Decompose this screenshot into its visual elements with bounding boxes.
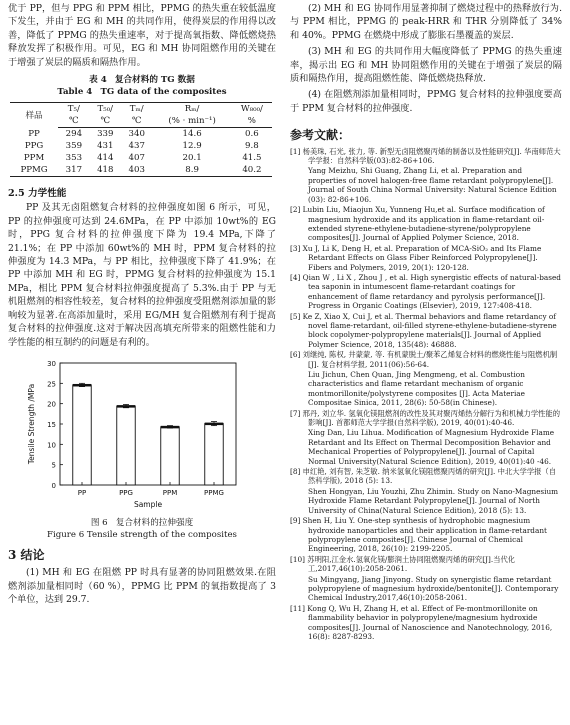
x-axis-label: Sample [133, 499, 163, 509]
conclusion-3: (3) MH 和 EG 的共同作用大幅度降低了 PPMG 的热失重速率，揭示出 EG 和 MH 协同阻燃作用的关键在于增强了炭层的隔质和隔热作用，提高阻燃性能、降低燃烧热释放. [290, 46, 562, 85]
table-cell: 40.2 [232, 164, 272, 177]
table-cell: 403 [121, 164, 152, 177]
conclusion-2: (2) MH 和 EG 协同作用显著抑制了燃烧过程中的热释放行为.与 PPM 相比，PPMG 的 peak-HRR 和 THR 分别降低了 34%和 40%。PPMG 在燃烧中形成了膨胀石墨覆盖的炭层. [290, 3, 562, 41]
table-cell: PPMG [10, 164, 58, 177]
table-cell: 407 [128, 153, 145, 164]
table-cell: 437 [128, 141, 145, 152]
bar [161, 427, 179, 485]
conclusion-1: (1) MH 和 EG 在阻燃 PP 时具有显著的协同阻燃效果.在阻燃剂添加量相同时（60 %），PPMG 比 PPM 的氧指数提高了 3 个单位，达到 29.7. [8, 567, 276, 606]
table-header-unit: % [232, 115, 272, 128]
figure-caption-en: Figure 6 Tensile strength of the composites [47, 529, 237, 540]
table-caption-en: Table 4 TG data of the composites [57, 87, 227, 98]
reference-item-en: Liu Jichun, Chen Quan, Jing Mengmeng, et al. Combustion characteristics and flame retardant mechanism of organic montmorillonite/polystyrene composites [J]. Acta Materiae Compositae Sinica, 2011, 28(6): 50-58(in Chinese). [308, 370, 525, 408]
x-tick-label: PPMG [204, 488, 224, 497]
y-tick-label: 30 [47, 359, 56, 368]
section-2-5-paragraph: PP 及其无卤阻燃复合材料的拉伸强度如图 6 所示，可见，PP 的拉伸强度可达到 24.6MPa，在 PP 中添加 10wt%的 EG 时，PPG 复合材料的拉伸强度下降为 19.4 MPa,下降了 21.1%；在 PP 中添加 60wt%的 MH 时，PPM 复合材料的拉伸强度为 14.3 MPa，与 PP 相比，拉伸强度下降了 41.9%；在 PP 中添加 MH 和 EG 时，PPMG 复合材料的拉伸强度为 15.1 MPa，相比 PPM 复合材料拉伸强度提高了 5.3%.由于 PP 与无机阻燃剂的相容性较差，复合材料的拉伸强度受阻燃剂添加量的影响较为显著.在高添加量时，采用 EG/MH 复合阻燃剂有利于提高复合材料的拉伸强度.这对于解决因高填充所带来的阻燃性能和力学性能的相互制约的问题是有利的。 [8, 202, 276, 348]
table-cell: 41.5 [242, 153, 262, 164]
table-cell: PPM [23, 153, 45, 164]
references-heading: 参考文献： [290, 128, 351, 143]
table-header-sample: 样品 [10, 103, 58, 128]
y-tick-label: 0 [51, 481, 56, 490]
table-row [10, 140, 272, 152]
table-cell: 414 [97, 153, 114, 164]
reference-item: [8] 申红艳, 刘有智, 朱芝敏. 纳米氢氧化镁阻燃聚丙烯的研究[J]. 中北大学学报（自然科学版), 2018 (5): 13. [290, 467, 557, 486]
reference-item: [1] 杨美珠, 石光, 张力, 等. 新型无卤阻燃聚丙烯的制备以及性能研究[J]. 华南师范大学学报：自然科学版(03):82-86+106. [290, 146, 561, 166]
table-cell: 431 [97, 141, 114, 152]
table-header: Rₘ/ [152, 103, 231, 116]
section-heading-3: 3 结论 [8, 547, 45, 562]
y-axis-label: Tensile Strength /MPa [27, 383, 36, 465]
table-header-unit: ℃ [90, 115, 121, 128]
reference-item: [9] Shen H, Liu Y. One-step synthesis of hydrophobic magnesium hydroxide nanoparticles and their application in flame-retardant polypropylene composites[J]. Chinese Journal of Chemical Engineering, 2018, 26(10): 2199-2205. [290, 516, 547, 554]
intro-paragraph: 优于 PP，但与 PPG 和 PPM 相比，PPMG 的热失重在较低温度下发生，并由于 EG 和 MH 的共同作用，使得炭层的作用得以改善，降低了 PPMG 的热失重速率，对于提高氧指数、降低燃烧热释放发挥了积极作用。可见，EG 和 MH 协同阻燃作用的关键在于增强了炭层的隔质和隔热作用。 [8, 3, 276, 68]
table-cell: 317 [58, 164, 89, 177]
x-tick-label: PPG [119, 488, 133, 497]
reference-item: [10] 苏明阳,江金水.氢氧化镁/膨润土协同阻燃聚丙烯的研究[J].当代化工,2017,46(10):2058-2061. [290, 554, 516, 574]
table-cell: 418 [90, 164, 121, 177]
table-cell: 20.1 [182, 153, 202, 164]
section-heading-2-5: 2.5 力学性能 [8, 188, 67, 200]
reference-list [290, 147, 562, 642]
reference-item: [3] Xu J, Li K, Deng H, et al. Preparation of MCA-SiO₂ and Its Flame Retardant Effects on Glass Fiber Reinforced Polypropylene[J]. Fibers and Polymers, 2019, 20(1): 120-128. [290, 243, 542, 272]
table-cell: 294 [65, 129, 83, 140]
table-header-unit: ℃ [121, 115, 152, 128]
reference-item: [7] 邢丹, 刘立华. 氢氧化镁阻燃剂的改性及其对聚丙烯热分解行为和机械力学性能的影响[J]. 首都师范大学学报(自然科学版), 2019, 40(01):40-46. [290, 408, 561, 428]
table-row [10, 152, 272, 164]
table-cell: 9.8 [245, 141, 259, 152]
bar [73, 385, 91, 485]
bar [205, 423, 223, 484]
right-column [290, 2, 562, 642]
reference-item-en: Shen Hongyan, Liu Youzhi, Zhu Zhimin. Study on Nano-Magnesium Hydroxide Flame Retardant Polypropylene[J]. Journal of North University of China(Natural Science Edition), 2018 (5): 13. [308, 486, 559, 515]
reference-item: [4] Qian W , Li X , Zhou J , et al. High synergistic effects of natural-based tea saponin in intumescent flame-retardant coatings for enhancement of flame retardancy and pyrolysis performance[J]. Progress in Organic Coatings (Elsevier), 2019, 127:408-418. [290, 272, 561, 311]
reference-item-en: Su Mingyang, Jiang Jinyong. Study on synergistic flame retardant polypropylene of magnesium hydroxide/bentonite[J]. Contemporary Chemical Industry,2017,46(10):2058-2061. [308, 574, 559, 603]
table-cell: 0.6 [245, 129, 259, 140]
y-tick-label: 10 [47, 441, 56, 450]
bar [117, 406, 135, 485]
table-caption-cn: 表 4 复合材料的 TG 数据 [89, 75, 195, 86]
table-header: Tₘ/ [121, 103, 152, 116]
table-header-unit: (% · min⁻¹) [152, 115, 231, 128]
table-cell: 8.9 [152, 164, 231, 177]
table-cell: 359 [65, 141, 83, 152]
x-tick-label: PP [77, 488, 87, 497]
table-header: W₈₀₀/ [232, 103, 272, 116]
reference-item-en: Xing Dan, Liu Lihua. Modification of Magnesium Hydroxide Flame Retardant and Its Effect on Thermal Decomposition Behavior and Mechanical Properties of Polypropylene[J]. Journal of Capital Normal University(Natural Science Edition), 2019, 40(01):40 -46. [308, 428, 555, 466]
table-header: T₅/ [58, 103, 89, 116]
chart-svg [8, 355, 276, 513]
y-tick-label: 25 [47, 380, 56, 389]
table-cell: PPG [24, 141, 44, 152]
figure-caption-cn: 图 6 复合材料的拉伸强度 [90, 517, 194, 528]
table-row [10, 164, 272, 177]
y-tick-label: 15 [47, 420, 56, 429]
table-cell: 14.6 [182, 129, 202, 140]
table-cell: 339 [97, 129, 114, 140]
y-tick-label: 5 [51, 461, 56, 470]
y-tick-label: 20 [47, 400, 56, 409]
table-cell: 12.9 [182, 141, 202, 152]
reference-item: [2] Lubin Liu, Miaojun Xu, Yunneng Hu,et al. Surface modification of magnesium hydroxide and its application in flame-retardant oil-extended styrene-ethylene-butadiene-styrene/polypropylene composites[J]. Journal of Applied Polymer Science, 2018. [290, 205, 545, 243]
table-row [10, 128, 272, 141]
reference-item-en: Yang Meizhu, Shi Guang, Zhang Li, et al. Preparation and properties of novel halogen-free flame retardant polypropylene[J]. Journal of South China Normal University: Natural Science Edition (03): 82-86+106. [308, 166, 557, 204]
reference-item: [5] Ke Z, Xiao X, Cui J, et al. Thermal behaviors and flame retardancy of novel flame-retardant, oil-filled styrene-ethylene-butadiene-styrene block copolymer-polypropylene materials[J]. Journal of Applied Polymer Science, 2018, 135(48): 46888. [290, 311, 557, 349]
left-column [8, 2, 276, 607]
table-cell: 340 [128, 129, 145, 140]
reference-item: [6] 刘继纯, 陈权, 井蒙蒙, 等. 有机蒙脱土/聚苯乙烯复合材料的燃烧性能与阻燃机制[J]. 复合材料学报, 2011(06):56-64. [290, 350, 558, 369]
reference-item: [11] Kong Q, Wu H, Zhang H, et al. Effect of Fe-montmorillonite on flammability behavior in polypropylene/magnesium hydroxide composites[J]. Journal of Nanoscience and Nanotechnology, 2016, 16(8): 8287-8293. [290, 603, 553, 641]
conclusion-4: (4) 在阻燃剂添加量相同时，PPMG 复合材料的拉伸强度要高于 PPM 复合材料的拉伸强度. [290, 89, 562, 114]
table-cell: 353 [65, 153, 83, 164]
table-cell: PP [28, 128, 40, 139]
table-header-unit: ℃ [58, 115, 89, 128]
x-tick-label: PPM [162, 488, 178, 497]
tg-data-table [10, 102, 272, 177]
tensile-strength-chart [8, 355, 276, 517]
table-header: T₅₀/ [90, 103, 121, 116]
